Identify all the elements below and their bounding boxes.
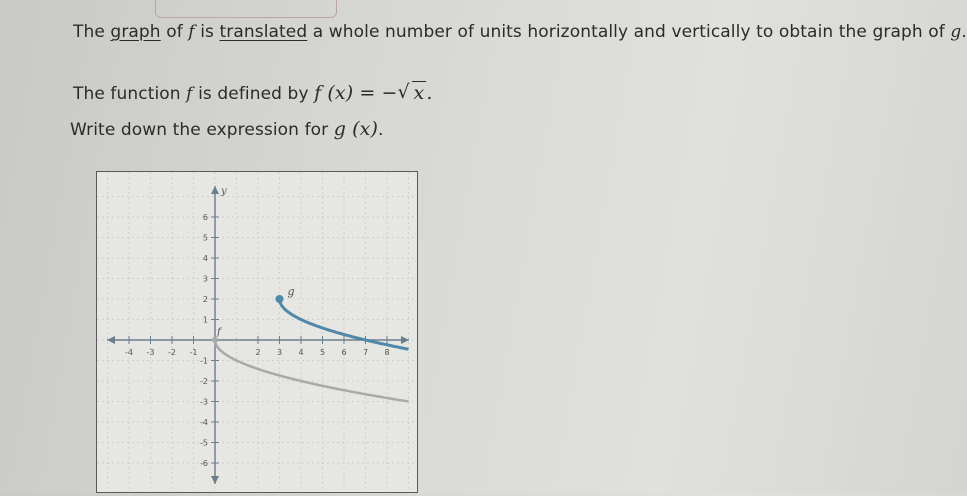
curves [212,295,409,402]
text: . [378,120,384,140]
x-tick-label: 5 [319,348,326,357]
y-tick-label: 6 [202,213,208,222]
y-tick-label: -5 [200,438,208,448]
g-symbol: g [950,22,962,42]
coordinate-plane [97,172,417,492]
x-axis-arrow-left [107,336,115,344]
y-axis-arrow-up [211,186,219,194]
y-tick-label: -4 [200,418,208,427]
x-tick-label: 7 [362,348,369,357]
curve-label-g: g [287,285,295,298]
y-tick-label: -1 [200,356,208,366]
x-tick-label: 4 [298,348,304,357]
graph-glossary-link[interactable]: graph [110,22,161,42]
text: a whole number of units horizontally and vertically to obtain the graph of [307,22,951,42]
text: is defined by [192,84,315,104]
text: of [160,22,189,42]
curve-g-start-point [276,295,284,303]
x-tick-label: 6 [341,348,347,357]
function-definition: f (x) = − [314,82,398,104]
y-tick-label: -2 [200,377,208,386]
text: . [961,22,967,42]
y-tick-label: 5 [202,233,208,243]
sqrt-symbol [398,82,427,104]
axes [107,186,409,484]
radicand: x [413,82,425,104]
y-tick-label: 3 [202,274,208,284]
text: is [194,22,220,42]
text: The function [73,84,187,104]
top-tab-outline [155,0,337,18]
x-tick-label: 2 [255,348,261,357]
y-tick-label: -3 [200,397,208,407]
graph-panel [96,171,418,493]
y-tick-label: 1 [202,315,208,325]
f-symbol: f [186,84,193,104]
question-line-2 [73,82,433,104]
x-tick-label: -4 [125,348,133,357]
x-tick-label: -2 [168,348,176,357]
text: The [73,22,111,42]
y-tick-label: 2 [202,295,208,304]
g-of-x: g (x) [333,118,378,140]
translated-glossary-link[interactable]: translated [219,22,308,42]
curve-label-f: f [217,327,221,338]
text: . [426,82,433,104]
x-tick-label: -1 [189,348,198,357]
f-symbol: f [188,22,195,42]
y-tick-label: 4 [202,254,208,263]
y-tick-label: -6 [200,459,208,468]
grid [97,172,417,492]
x-tick-label: -3 [146,348,155,357]
labels [125,186,390,468]
y-axis-arrow-down [211,476,219,484]
question-line-3 [70,118,384,140]
x-axis-arrow-right [401,336,409,344]
x-tick-label: 3 [276,348,283,357]
text: Write down the expression for [70,120,334,140]
x-tick-label: 8 [384,348,390,357]
question-line-1 [73,22,967,42]
curve-f [215,340,409,402]
y-axis-label: y [221,186,227,197]
